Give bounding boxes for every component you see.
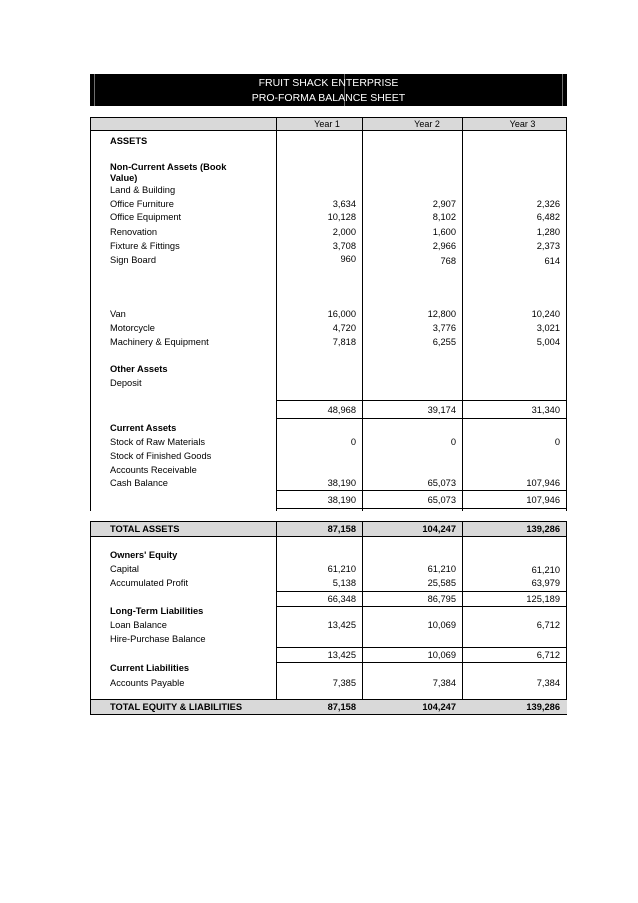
- grid-line: [566, 537, 567, 715]
- row-label: Accounts Receivable: [110, 465, 197, 475]
- subtotal-rule: [276, 591, 566, 592]
- grid-line: [362, 521, 363, 537]
- long-term-liabilities-heading: Long-Term Liabilities: [110, 606, 204, 616]
- row-label: Office Equipment: [110, 212, 182, 222]
- cell-value: 61,210: [327, 564, 356, 574]
- cell-value: 61,210: [531, 565, 560, 575]
- cell-value: 5,004: [536, 337, 560, 347]
- row-label: Land & Building: [110, 185, 176, 195]
- cell-value: 3,708: [332, 241, 356, 251]
- row-label: Sign Board: [110, 255, 156, 265]
- row-label: Stock of Raw Materials: [110, 437, 206, 447]
- grid-line: [462, 537, 463, 715]
- row-label: Cash Balance: [110, 478, 168, 488]
- cell-value: 7,384: [536, 678, 560, 688]
- sheet-title: PRO-FORMA BALANCE SHEET: [251, 92, 406, 104]
- subtotal-value: 10,069: [427, 650, 456, 660]
- total-value: 87,158: [327, 702, 356, 712]
- cell-value: 10,069: [427, 620, 456, 630]
- company-name: FRUIT SHACK ENTERPRISE: [258, 77, 399, 89]
- cell-value: 65,073: [427, 478, 456, 488]
- grid-line: [90, 521, 91, 537]
- total-value: 104,247: [422, 524, 456, 534]
- total-assets-label: TOTAL ASSETS: [110, 524, 180, 534]
- subtotal-value: 31,340: [531, 405, 560, 415]
- total-value: 139,286: [526, 524, 560, 534]
- grid-line: [462, 117, 463, 511]
- grid-line: [90, 131, 91, 511]
- row-label: Accounts Payable: [110, 678, 185, 688]
- cell-value: 2,966: [432, 241, 456, 251]
- total-value: 87,158: [327, 524, 356, 534]
- subtotal-value: 107,946: [526, 495, 560, 505]
- cell-value: 3,634: [332, 199, 356, 209]
- subtotal-rule: [276, 647, 566, 648]
- subtotal-value: 66,348: [327, 594, 356, 604]
- current-assets-heading: Current Assets: [110, 423, 177, 433]
- cell-value: 12,800: [427, 309, 456, 319]
- title-block: [90, 74, 567, 106]
- cell-value: 3,776: [432, 323, 456, 333]
- cell-value: 0: [450, 437, 456, 447]
- cell-value: 0: [350, 437, 356, 447]
- cell-value: 960: [340, 254, 356, 264]
- row-label: Fixture & Fittings: [110, 241, 180, 251]
- cell-value: 2,373: [536, 241, 560, 251]
- cell-value: 6,482: [536, 212, 560, 222]
- row-label: Deposit: [110, 378, 142, 388]
- noncurrent-heading-cont: Value): [110, 173, 138, 183]
- cell-value: 8,102: [432, 212, 456, 222]
- row-label: Machinery & Equipment: [110, 337, 209, 347]
- row-label: Loan Balance: [110, 620, 167, 630]
- cell-value: 10,240: [531, 309, 560, 319]
- total-equity-liabilities-label: TOTAL EQUITY & LIABILITIES: [110, 702, 243, 712]
- grid-line: [362, 537, 363, 715]
- subtotal-rule: [276, 662, 566, 663]
- grid-line: [566, 521, 567, 537]
- cell-value: 5,138: [332, 578, 356, 588]
- grid-line: [566, 117, 567, 511]
- cell-value: 1,600: [432, 227, 456, 237]
- cell-value: 61,210: [427, 564, 456, 574]
- cell-value: 6,255: [432, 337, 456, 347]
- row-label: Stock of Finished Goods: [110, 451, 212, 461]
- row-label: Capital: [110, 564, 139, 574]
- owners-equity-heading: Owners' Equity: [110, 550, 178, 560]
- column-year-1: Year 1: [314, 119, 340, 129]
- subtotal-value: 6,712: [536, 650, 560, 660]
- subtotal-value: 13,425: [327, 650, 356, 660]
- subtotal-rule: [276, 508, 566, 509]
- subtotal-rule: [276, 490, 566, 491]
- cell-value: 13,425: [327, 620, 356, 630]
- cell-value: 0: [554, 437, 560, 447]
- cell-value: 25,585: [427, 578, 456, 588]
- cell-value: 4,720: [332, 323, 356, 333]
- subtotal-value: 38,190: [327, 495, 356, 505]
- subtotal-value: 86,795: [427, 594, 456, 604]
- subtotal-value: 39,174: [427, 405, 456, 415]
- cell-value: 3,021: [536, 323, 560, 333]
- grid-line: [462, 521, 463, 537]
- subtotal-rule: [276, 400, 566, 401]
- grid-line: [90, 699, 91, 715]
- cell-value: 2,326: [536, 199, 560, 209]
- cell-value: 2,000: [332, 227, 356, 237]
- grid-line: [90, 537, 91, 715]
- cell-value: 16,000: [327, 309, 356, 319]
- row-label: Motorcycle: [110, 323, 155, 333]
- cell-value: 107,946: [526, 478, 560, 488]
- assets-heading: ASSETS: [110, 136, 148, 146]
- cell-value: 6,712: [536, 620, 560, 630]
- row-label: Van: [110, 309, 126, 319]
- column-year-2: Year 2: [414, 119, 440, 129]
- subtotal-value: 48,968: [327, 405, 356, 415]
- cell-value: 7,385: [332, 678, 356, 688]
- cell-value: 1,280: [536, 227, 560, 237]
- cell-value: 7,384: [432, 678, 456, 688]
- row-label: Office Furniture: [110, 199, 174, 209]
- total-value: 139,286: [526, 702, 560, 712]
- cell-value: 768: [440, 256, 456, 266]
- other-assets-heading: Other Assets: [110, 364, 168, 374]
- cell-value: 7,818: [332, 337, 356, 347]
- subtotal-rule: [276, 418, 566, 419]
- row-label: Hire-Purchase Balance: [110, 634, 206, 644]
- current-liabilities-heading: Current Liabilities: [110, 663, 190, 673]
- subtotal-value: 65,073: [427, 495, 456, 505]
- grid-line: [362, 117, 363, 511]
- cell-value: 2,907: [432, 199, 456, 209]
- subtotal-rule: [276, 606, 566, 607]
- total-value: 104,247: [422, 702, 456, 712]
- cell-value: 10,128: [327, 212, 356, 222]
- cell-value: 63,979: [531, 578, 560, 588]
- cell-value: 38,190: [327, 478, 356, 488]
- row-label: Accumulated Profit: [110, 578, 189, 588]
- subtotal-value: 125,189: [526, 594, 560, 604]
- row-label: Renovation: [110, 227, 158, 237]
- cell-value: 614: [544, 256, 560, 266]
- noncurrent-heading: Non-Current Assets (Book: [110, 162, 227, 172]
- column-year-3: Year 3: [509, 119, 536, 129]
- column-header-row: [90, 117, 567, 131]
